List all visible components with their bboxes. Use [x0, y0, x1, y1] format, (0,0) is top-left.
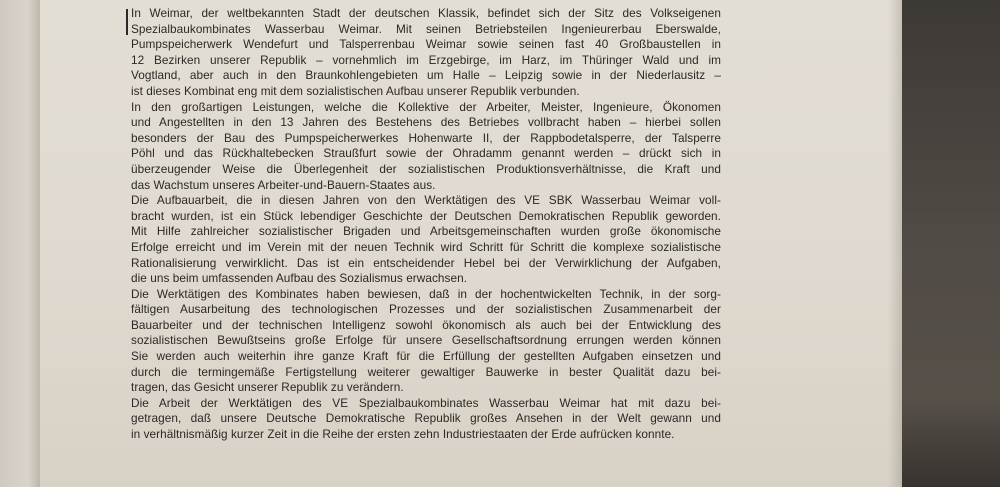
text-line: Die Werktätigen des Kombinates haben bewiesen, daß in der hochentwickelten Technik, in der sorg-	[131, 286, 721, 301]
text-line: besonders der Bau des Pumpspeicherwerkes Hohenwarte II, der Rappbodetalsperre, der Talsperre	[131, 130, 721, 145]
paragraph-1	[131, 6, 721, 100]
text-line: In den großartigen Leistungen, welche die Kollektive der Arbeiter, Meister, Ingenieure, Ökonomen	[131, 99, 721, 114]
paragraph-4	[131, 287, 721, 396]
text-line: fältigen Ausarbeitung des technologischen Prozesses und der sozialistischen Zusammenarbeit der	[131, 302, 721, 317]
text-line: In Weimar, der weltbekannten Stadt der deutschen Klassik, befindet sich der Sitz des Volkseigenen	[131, 6, 721, 20]
initial-letter-stroke	[126, 9, 128, 35]
text-line: getragen, daß unsere Deutsche Demokratische Republik großes Ansehen in der Welt gewann und	[131, 411, 721, 426]
page-edge-shadow	[888, 0, 902, 487]
text-line: das Wachstum unseres Arbeiter-und-Bauern-Staates aus.	[131, 177, 436, 192]
paragraph-3	[131, 193, 721, 287]
paragraph-2	[131, 100, 721, 194]
text-line: durch die termingemäße Fertigstellung weiterer gewaltiger Bauwerke in bester Qualität dazu bei-	[131, 364, 721, 379]
text-line: Mit Hilfe zahlreicher sozialistischer Brigaden und Arbeitsgemeinschaften wurden große ökonomische	[131, 224, 721, 239]
text-line: Sie werden auch weiterhin ihre ganze Kraft für die Erfüllung der gestellten Aufgaben einsetzen und	[131, 349, 721, 364]
text-line: Spezialbaukombinates Wasserbau Weimar. Mit seinen Betriebsteilen Ingenieurerbau Eberswalde,	[131, 21, 721, 36]
text-line: ist dieses Kombinat eng mit dem sozialistischen Aufbau unserer Republik verbunden.	[131, 83, 580, 98]
text-line: sozialistischen Bewußtseins große Erfolge für unsere Gesellschaftsordnung errungen werden können	[131, 333, 721, 348]
text-line: Pöhl und das Rückhaltebecken Straußfurt sowie der Ohradamm genannt werden – drückt sich in	[131, 146, 721, 161]
text-line: und Angestellten in den 13 Jahren des Bestehens des Betriebes vollbracht haben – hierbei sollen	[131, 115, 721, 130]
text-line: die uns beim umfassenden Aufbau des Sozialismus erwachsen.	[131, 271, 468, 286]
text-line: Pumpspeicherwerk Wendefurt und Talsperrenbau Weimar sowie seinen fast 40 Großbaustellen in	[131, 37, 721, 52]
text-line: 12 Bezirken unserer Republik – vornehmlich im Erzgebirge, im Harz, im Thüringer Wald und im	[131, 52, 721, 67]
left-page-strip	[0, 0, 40, 487]
background-surface	[902, 0, 1000, 487]
text-line: Erfolge erreicht und im Verein mit der neuen Technik wird Schritt für Schritt die komplexe sozialistische	[131, 239, 721, 254]
text-line: Die Arbeit der Werktätigen des VE Spezialbaukombinates Wasserbau Weimar hat mit dazu bei-	[131, 395, 721, 410]
article-text	[131, 6, 721, 443]
paragraph-5	[131, 396, 721, 443]
text-line: in verhältnismäßig kurzer Zeit in die Reihe der ersten zehn Industriestaaten der Erde aufrücken konnte.	[131, 427, 675, 442]
text-line: tragen, das Gesicht unserer Republik zu verändern.	[131, 380, 404, 395]
text-line: überzeugender Weise die Überlegenheit der sozialistischen Produktionsverhältnisse, die Kraft und	[131, 161, 721, 176]
text-line: Die Aufbauarbeit, die in diesen Jahren von den Werktätigen des VE SBK Wasserbau Weimar voll-	[131, 193, 721, 208]
text-line: Bauarbeiter und der technischen Intelligenz sowohl ökonomisch als auch bei der Entwicklung des	[131, 317, 721, 332]
text-line: Vogtland, aber auch in den Braunkohlengebieten um Halle – Leipzig sowie in der Niederlausitz –	[131, 68, 721, 83]
text-line: bracht wurden, ist ein Stück lebendiger Geschichte der Deutschen Demokratischen Republik geworden.	[131, 208, 721, 223]
text-line: Rationalisierung verwirklicht. Das ist ein entscheidender Hebel bei der Verwirklichung der Aufgaben,	[131, 255, 721, 270]
